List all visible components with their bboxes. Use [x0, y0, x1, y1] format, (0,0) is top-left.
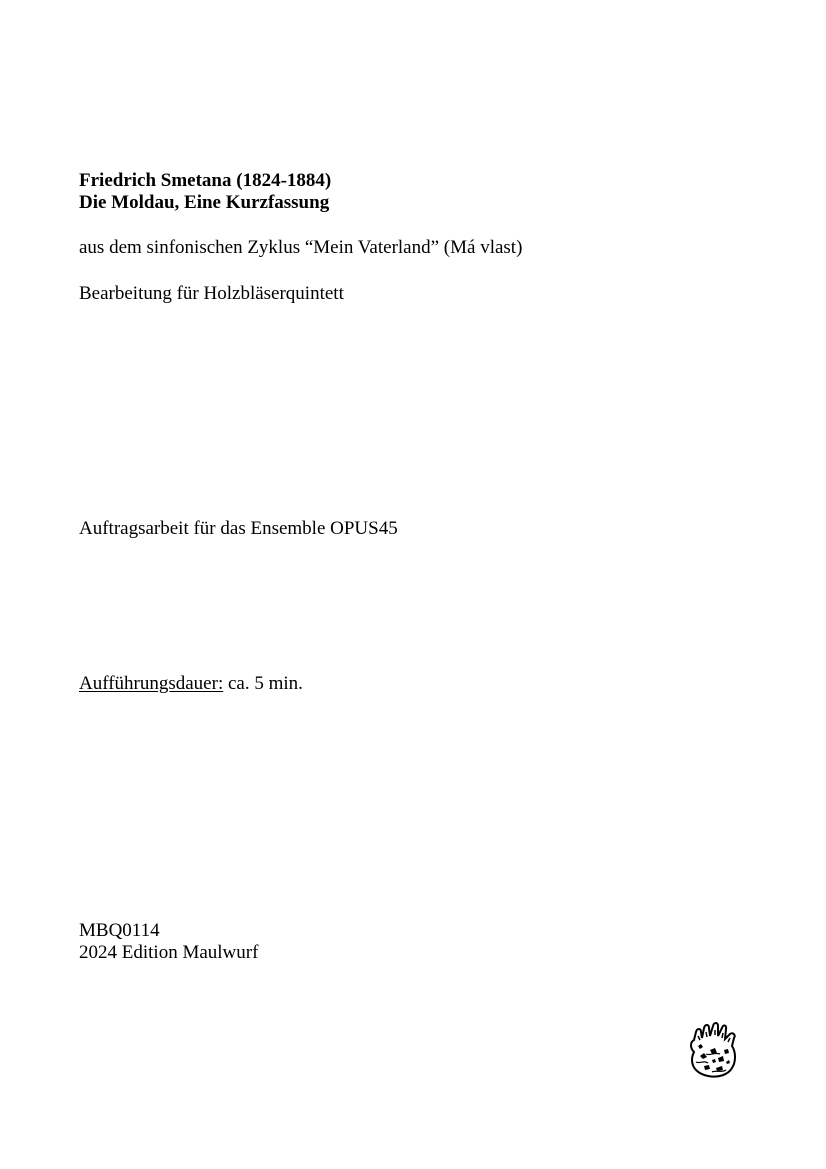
- composer-name: Friedrich Smetana (1824-1884): [79, 170, 332, 191]
- arrangement-note: Bearbeitung für Holzbläserquintett: [79, 283, 344, 304]
- duration-label: Aufführungsdauer:: [79, 673, 224, 694]
- commission-note: Auftragsarbeit für das Ensemble OPUS45: [79, 518, 398, 539]
- work-title: Die Moldau, Eine Kurzfassung: [79, 192, 330, 213]
- cycle-subtitle: aus dem sinfonischen Zyklus “Mein Vaterland” (Má vlast): [79, 237, 523, 258]
- catalog-number: MBQ0114: [79, 920, 160, 941]
- mole-paw-icon: [686, 1022, 740, 1078]
- duration-value: ca. 5 min.: [223, 673, 303, 694]
- publisher-line: 2024 Edition Maulwurf: [79, 942, 259, 963]
- duration-line: [79, 673, 303, 695]
